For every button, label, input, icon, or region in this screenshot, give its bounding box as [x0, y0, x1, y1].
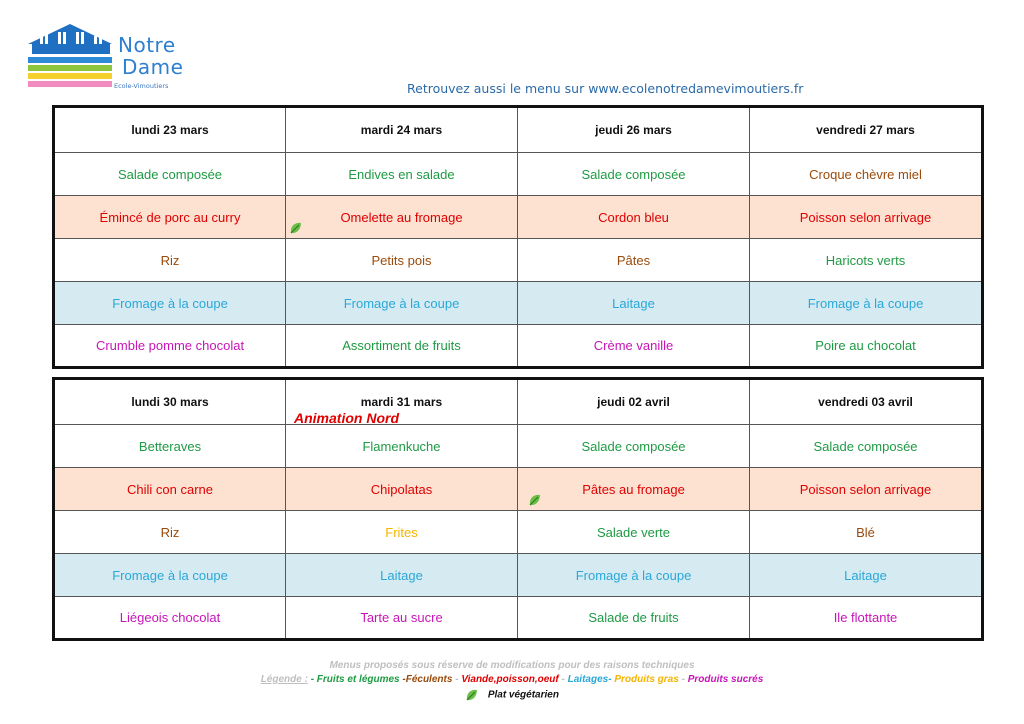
menu-cell: Fromage à la coupe	[54, 554, 286, 597]
legend-separator: -	[681, 674, 685, 685]
menu-table-week2	[52, 377, 984, 641]
menu-cell: Crème vanille	[518, 325, 750, 368]
day-header: lundi 30 mars	[54, 379, 286, 425]
vegetarian-legend	[0, 688, 1024, 702]
menu-table-week1	[52, 105, 984, 369]
table-header-row	[54, 107, 983, 153]
legend-laitages: Laitages-	[567, 674, 612, 685]
menu-cell: Assortiment de fruits	[286, 325, 518, 368]
legend-separator: -	[561, 674, 565, 685]
dessert-row	[54, 597, 983, 640]
leaf-vegetarian-icon	[528, 493, 542, 507]
menu-cell: Émincé de porc au curry	[54, 196, 286, 239]
menu-cell: Laitage	[286, 554, 518, 597]
brand-name	[114, 33, 184, 90]
menu-cell-text: Pâtes au fromage	[582, 481, 685, 497]
menu-cell: Chipolatas	[286, 468, 518, 511]
day-header: lundi 23 mars	[54, 107, 286, 153]
day-header-with-animation	[286, 379, 518, 425]
day-header: vendredi 27 mars	[750, 107, 983, 153]
day-header: jeudi 02 avril	[518, 379, 750, 425]
menu-cell: Fromage à la coupe	[286, 282, 518, 325]
menu-cell: Petits pois	[286, 239, 518, 282]
menu-cell: Salade composée	[750, 425, 983, 468]
menu-cell: Fromage à la coupe	[750, 282, 983, 325]
menu-cell: Cordon bleu	[518, 196, 750, 239]
animation-note: Animation Nord	[294, 410, 399, 425]
legend-fruits: - Fruits et légumes	[310, 674, 400, 685]
menu-cell: Laitage	[750, 554, 983, 597]
entree-row	[54, 425, 983, 468]
legend	[0, 674, 1024, 685]
menu-cell: Salade de fruits	[518, 597, 750, 640]
leaf-vegetarian-icon	[289, 221, 303, 235]
menu-cell: Salade composée	[518, 425, 750, 468]
legend-gras: Produits gras	[614, 674, 679, 685]
legend-separator: -	[455, 674, 459, 685]
menu-cell: Pâtes	[518, 239, 750, 282]
menu-cell-vegetarian	[286, 196, 518, 239]
menu-cell: Betteraves	[54, 425, 286, 468]
disclaimer: Menus proposés sous réserve de modifications pour des raisons techniques	[329, 660, 695, 671]
menu-cell: Salade composée	[54, 153, 286, 196]
legend-sucres: Produits sucrés	[687, 674, 764, 685]
accompagnement-row	[54, 239, 983, 282]
website-link[interactable]: Retrouvez aussi le menu sur www.ecolenotredamevimoutiers.fr	[407, 81, 804, 96]
plat-row	[54, 196, 983, 239]
table-header-row	[54, 379, 983, 425]
menu-cell: Riz	[54, 239, 286, 282]
plat-row	[54, 468, 983, 511]
dessert-row	[54, 325, 983, 368]
menu-cell-text: Omelette au fromage	[340, 209, 463, 225]
menu-cell: Fromage à la coupe	[518, 554, 750, 597]
menu-cell: Ile flottante	[750, 597, 983, 640]
legend-viande: Viande,poisson,oeuf	[461, 674, 559, 685]
menu-cell-vegetarian	[518, 468, 750, 511]
menu-cell: Poisson selon arrivage	[750, 196, 983, 239]
menu-cell: Laitage	[518, 282, 750, 325]
legend-feculents: -Féculents	[402, 674, 453, 685]
laitage-row	[54, 554, 983, 597]
entree-row	[54, 153, 983, 196]
day-header: mardi 24 mars	[286, 107, 518, 153]
day-header-text: mardi 31 mars	[360, 395, 443, 409]
menu-cell: Poisson selon arrivage	[750, 468, 983, 511]
menu-cell: Poire au chocolat	[750, 325, 983, 368]
accompagnement-row	[54, 511, 983, 554]
vegetarian-label: Plat végétarien	[487, 689, 559, 701]
brand-line2: Dame	[122, 55, 184, 79]
menu-cell: Fromage à la coupe	[54, 282, 286, 325]
menu-cell: Salade composée	[518, 153, 750, 196]
leaf-vegetarian-icon	[465, 688, 479, 702]
laitage-row	[54, 282, 983, 325]
day-header: vendredi 03 avril	[750, 379, 983, 425]
menu-cell: Salade verte	[518, 511, 750, 554]
menu-cell: Haricots verts	[750, 239, 983, 282]
menu-cell: Endives en salade	[286, 153, 518, 196]
brand-subtitle: Ecole-Vimoutiers	[114, 82, 169, 90]
menu-cell: Riz	[54, 511, 286, 554]
menu-cell: Frites	[286, 511, 518, 554]
menu-cell: Flamenkuche	[286, 425, 518, 468]
menu-cell: Crumble pomme chocolat	[54, 325, 286, 368]
menu-cell: Liégeois chocolat	[54, 597, 286, 640]
menu-cell: Tarte au sucre	[286, 597, 518, 640]
brand-line1: Notre	[118, 33, 176, 57]
menu-cell: Chili con carne	[54, 468, 286, 511]
day-header: jeudi 26 mars	[518, 107, 750, 153]
menu-cell: Croque chèvre miel	[750, 153, 983, 196]
menu-cell: Blé	[750, 511, 983, 554]
legend-label: Légende :	[260, 674, 308, 685]
